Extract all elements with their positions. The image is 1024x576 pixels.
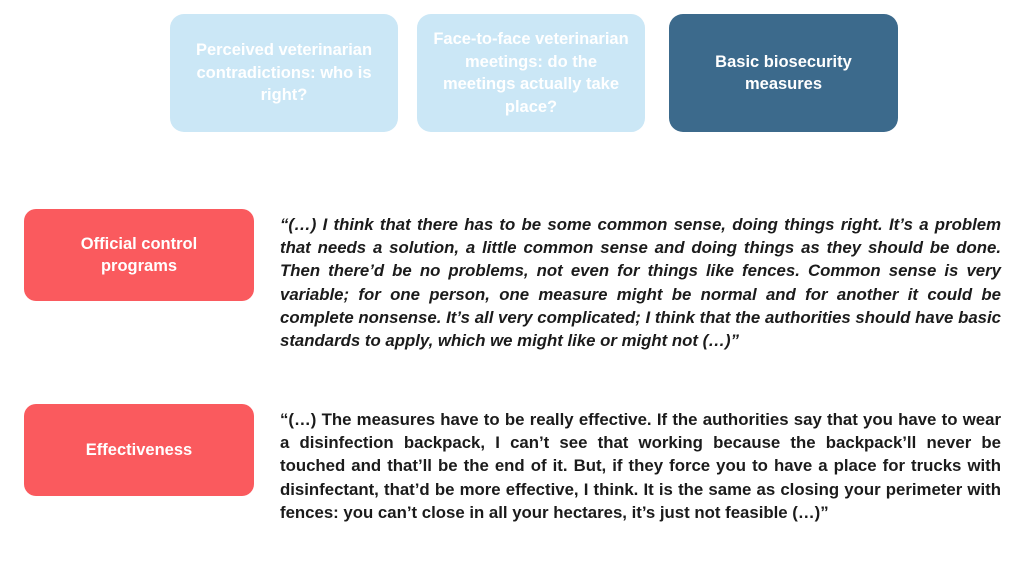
section-label-text: Effectiveness — [85, 440, 193, 459]
tab-basic-biosecurity-measures[interactable] — [669, 14, 898, 132]
section-label-text: Official control programs — [80, 234, 198, 275]
section-label-effectiveness — [24, 404, 254, 496]
quote-effectiveness: “(…) The measures have to be really effective. If the authorities say that you have to wear a disinfection backpack, I can’t see that working because the backpack’ll never be touched and that’ll be the end of it. But, if they force you to have a place for trucks with disinfectant, that’d be more effective, I think. It is the same as closing your perimeter with fences: you can’t close in all your hectares, it’s just not feasible (…)” — [280, 410, 1001, 522]
tab-perceived-veterinarian-contradictions[interactable] — [170, 14, 398, 132]
quote-official-control-programs: “(…) I think that there has to be some common sense, doing things right. It’s a problem that needs a solution, a little common sense and doing things as they should be done. Then there’d be no problems, not even for things like fences. Common sense is very variable; for one person, one measure might be normal and for another it could be complete nonsense. It’s all very complicated; I think that the authorities should have basic standards to apply, which we might like or might not (…)” — [280, 215, 1001, 351]
tab-label: Basic biosecurity measures — [715, 52, 852, 93]
tab-face-to-face-meetings[interactable] — [417, 14, 645, 132]
tab-label: Perceived veterinarian contradictions: who is right? — [195, 41, 373, 105]
tab-label: Face-to-face veterinarian meetings: do the meetings actually take place? — [433, 30, 629, 116]
section-label-official-control-programs — [24, 209, 254, 301]
